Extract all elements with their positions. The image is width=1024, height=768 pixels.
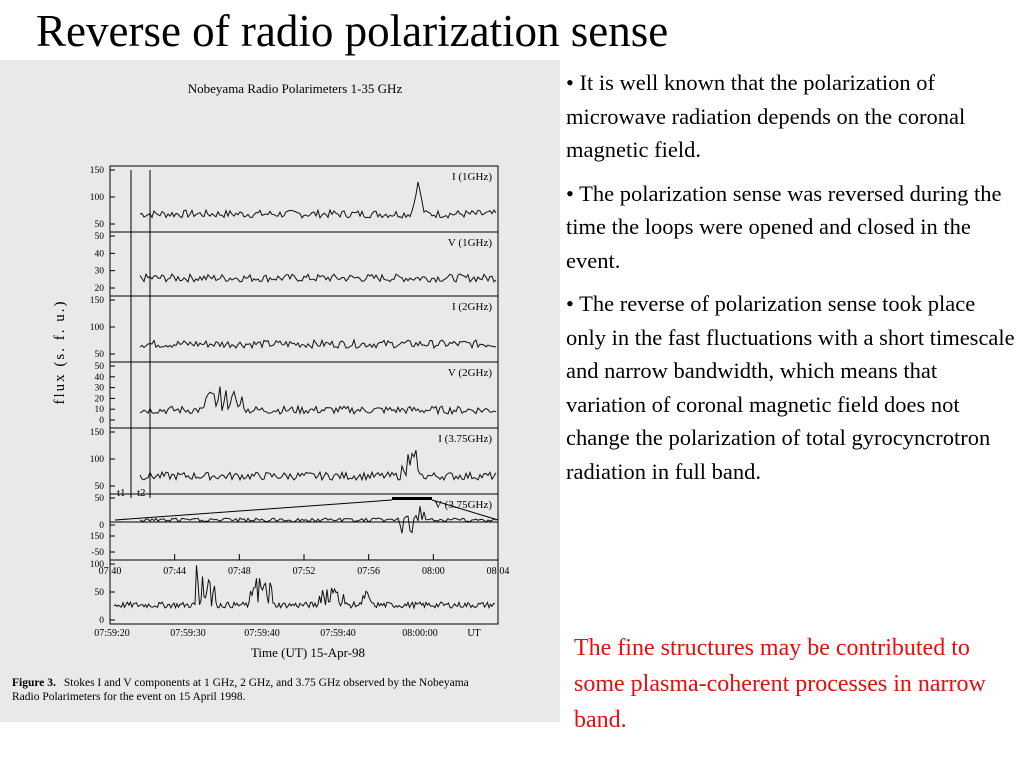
y-tick-label: 150 — [89, 166, 104, 176]
figure-caption — [12, 677, 469, 689]
y-tick-label: 100 — [89, 193, 104, 203]
y-tick-label: 20 — [94, 284, 104, 294]
zoom-x-tick-label: 07:59:40 — [320, 628, 356, 639]
panel-frame — [110, 362, 498, 428]
y-tick-label: 20 — [94, 394, 104, 405]
xticks-top — [99, 554, 510, 577]
bullet-item: • The polarization sense was reversed during the time the loops were opened and closed in the event. — [566, 180, 1002, 273]
x-tick-label: 07:48 — [227, 566, 251, 577]
figure-graphic — [0, 60, 560, 722]
caption-line-1: Stokes I and V components at 1 GHz, 2 GHz, and 3.75 GHz observed by the Nobeyama — [63, 677, 469, 689]
zoom-y-tick-label: 50 — [94, 588, 104, 598]
figure-xlabel: Time (UT) 15-Apr-98 — [250, 645, 366, 660]
x-tick-label: 07:56 — [357, 566, 381, 577]
y-tick-label: 0 — [99, 521, 104, 531]
zoom-x-tick-label: 07:59:20 — [94, 628, 130, 639]
zoom-y-tick-label: 0 — [99, 616, 104, 626]
marker-label-t1: t1 — [117, 487, 126, 499]
x-tick-label: 07:40 — [98, 566, 122, 577]
slide-title: Reverse of radio polarization sense — [36, 6, 669, 56]
zoom-y-tick-label: 100 — [89, 560, 104, 570]
panel-label: V (1GHz) — [447, 237, 492, 249]
zoom-x-tick-label: 07:59:40 — [244, 628, 280, 639]
figure-ylabel: flux (s. f. u.) — [52, 299, 68, 405]
panel-trace — [140, 387, 496, 415]
panel-frame — [110, 166, 498, 232]
y-tick-label: 50 — [94, 220, 104, 230]
figure-image — [0, 60, 560, 722]
x-tick-label: 07:52 — [292, 566, 316, 577]
y-tick-label: 40 — [94, 249, 104, 260]
bullet-item: • The reverse of polarization sense took place only in the fast fluctuations with a short timescale and narrow bandwidth, which means that variation of coronal magnetic field does not change the polarization of total gyrocyncrotron radiation in full band. — [566, 291, 1015, 484]
zoom-x-tick-label: 08:00:00 — [402, 628, 438, 639]
y-tick-label: 50 — [94, 232, 104, 242]
zoom-connector-left — [115, 500, 392, 520]
zoom-x-tick-label: 07:59:30 — [170, 628, 206, 639]
y-tick-label: 50 — [94, 494, 104, 504]
y-tick-label: 0 — [99, 416, 104, 426]
panel-frame — [110, 296, 498, 362]
highlight-note: The fine structures may be contributed to some plasma-coherent processes in narrow band. — [574, 635, 986, 733]
y-tick-label: 40 — [94, 372, 104, 383]
panel-label: I (3.75GHz) — [438, 433, 492, 445]
y-tick-label: -50 — [91, 548, 104, 558]
y-tick-label: 10 — [94, 405, 104, 416]
caption-line-2: Radio Polarimeters for the event on 15 April 1998. — [12, 691, 246, 703]
bullet-list — [566, 66, 1016, 498]
y-tick-label: 100 — [89, 323, 104, 333]
panel-trace — [140, 274, 496, 282]
y-tick-label: 150 — [89, 428, 104, 438]
bullet-item: • It is well known that the polarization of microwave radiation depends on the coronal magnetic field. — [566, 70, 966, 162]
x-tick-label: 08:04 — [486, 566, 510, 577]
panel-frame — [110, 232, 498, 296]
y-tick-label: 30 — [94, 266, 104, 277]
panel-label: V (3.75GHz) — [434, 499, 492, 511]
y-tick-label: 50 — [94, 482, 104, 492]
x-tick-label: 08:00 — [421, 566, 445, 577]
zoom-y-tick-label: 150 — [89, 532, 104, 542]
y-tick-label: 50 — [94, 350, 104, 360]
y-tick-label: 30 — [94, 383, 104, 394]
panel-label: I (1GHz) — [451, 171, 492, 183]
caption-label: Figure 3. — [12, 677, 56, 689]
xticks-bottom — [94, 628, 480, 639]
y-tick-label: 50 — [94, 362, 104, 372]
panel-trace — [140, 450, 496, 480]
panel-trace — [140, 340, 496, 348]
marker-label-t2: t2 — [137, 487, 146, 499]
panel-label: V (2GHz) — [447, 367, 492, 379]
y-tick-label: 100 — [89, 455, 104, 465]
panel-label: I (2GHz) — [451, 301, 492, 313]
panel-trace — [140, 182, 496, 218]
x-tick-label: 07:44 — [163, 566, 187, 577]
figure-header: Nobeyama Radio Polarimeters 1-35 GHz — [187, 81, 403, 96]
panels-group — [90, 166, 498, 560]
y-tick-label: 150 — [89, 296, 104, 306]
zoom-x-tick-label: UT — [467, 628, 481, 639]
zoom-range-marker — [392, 497, 432, 500]
